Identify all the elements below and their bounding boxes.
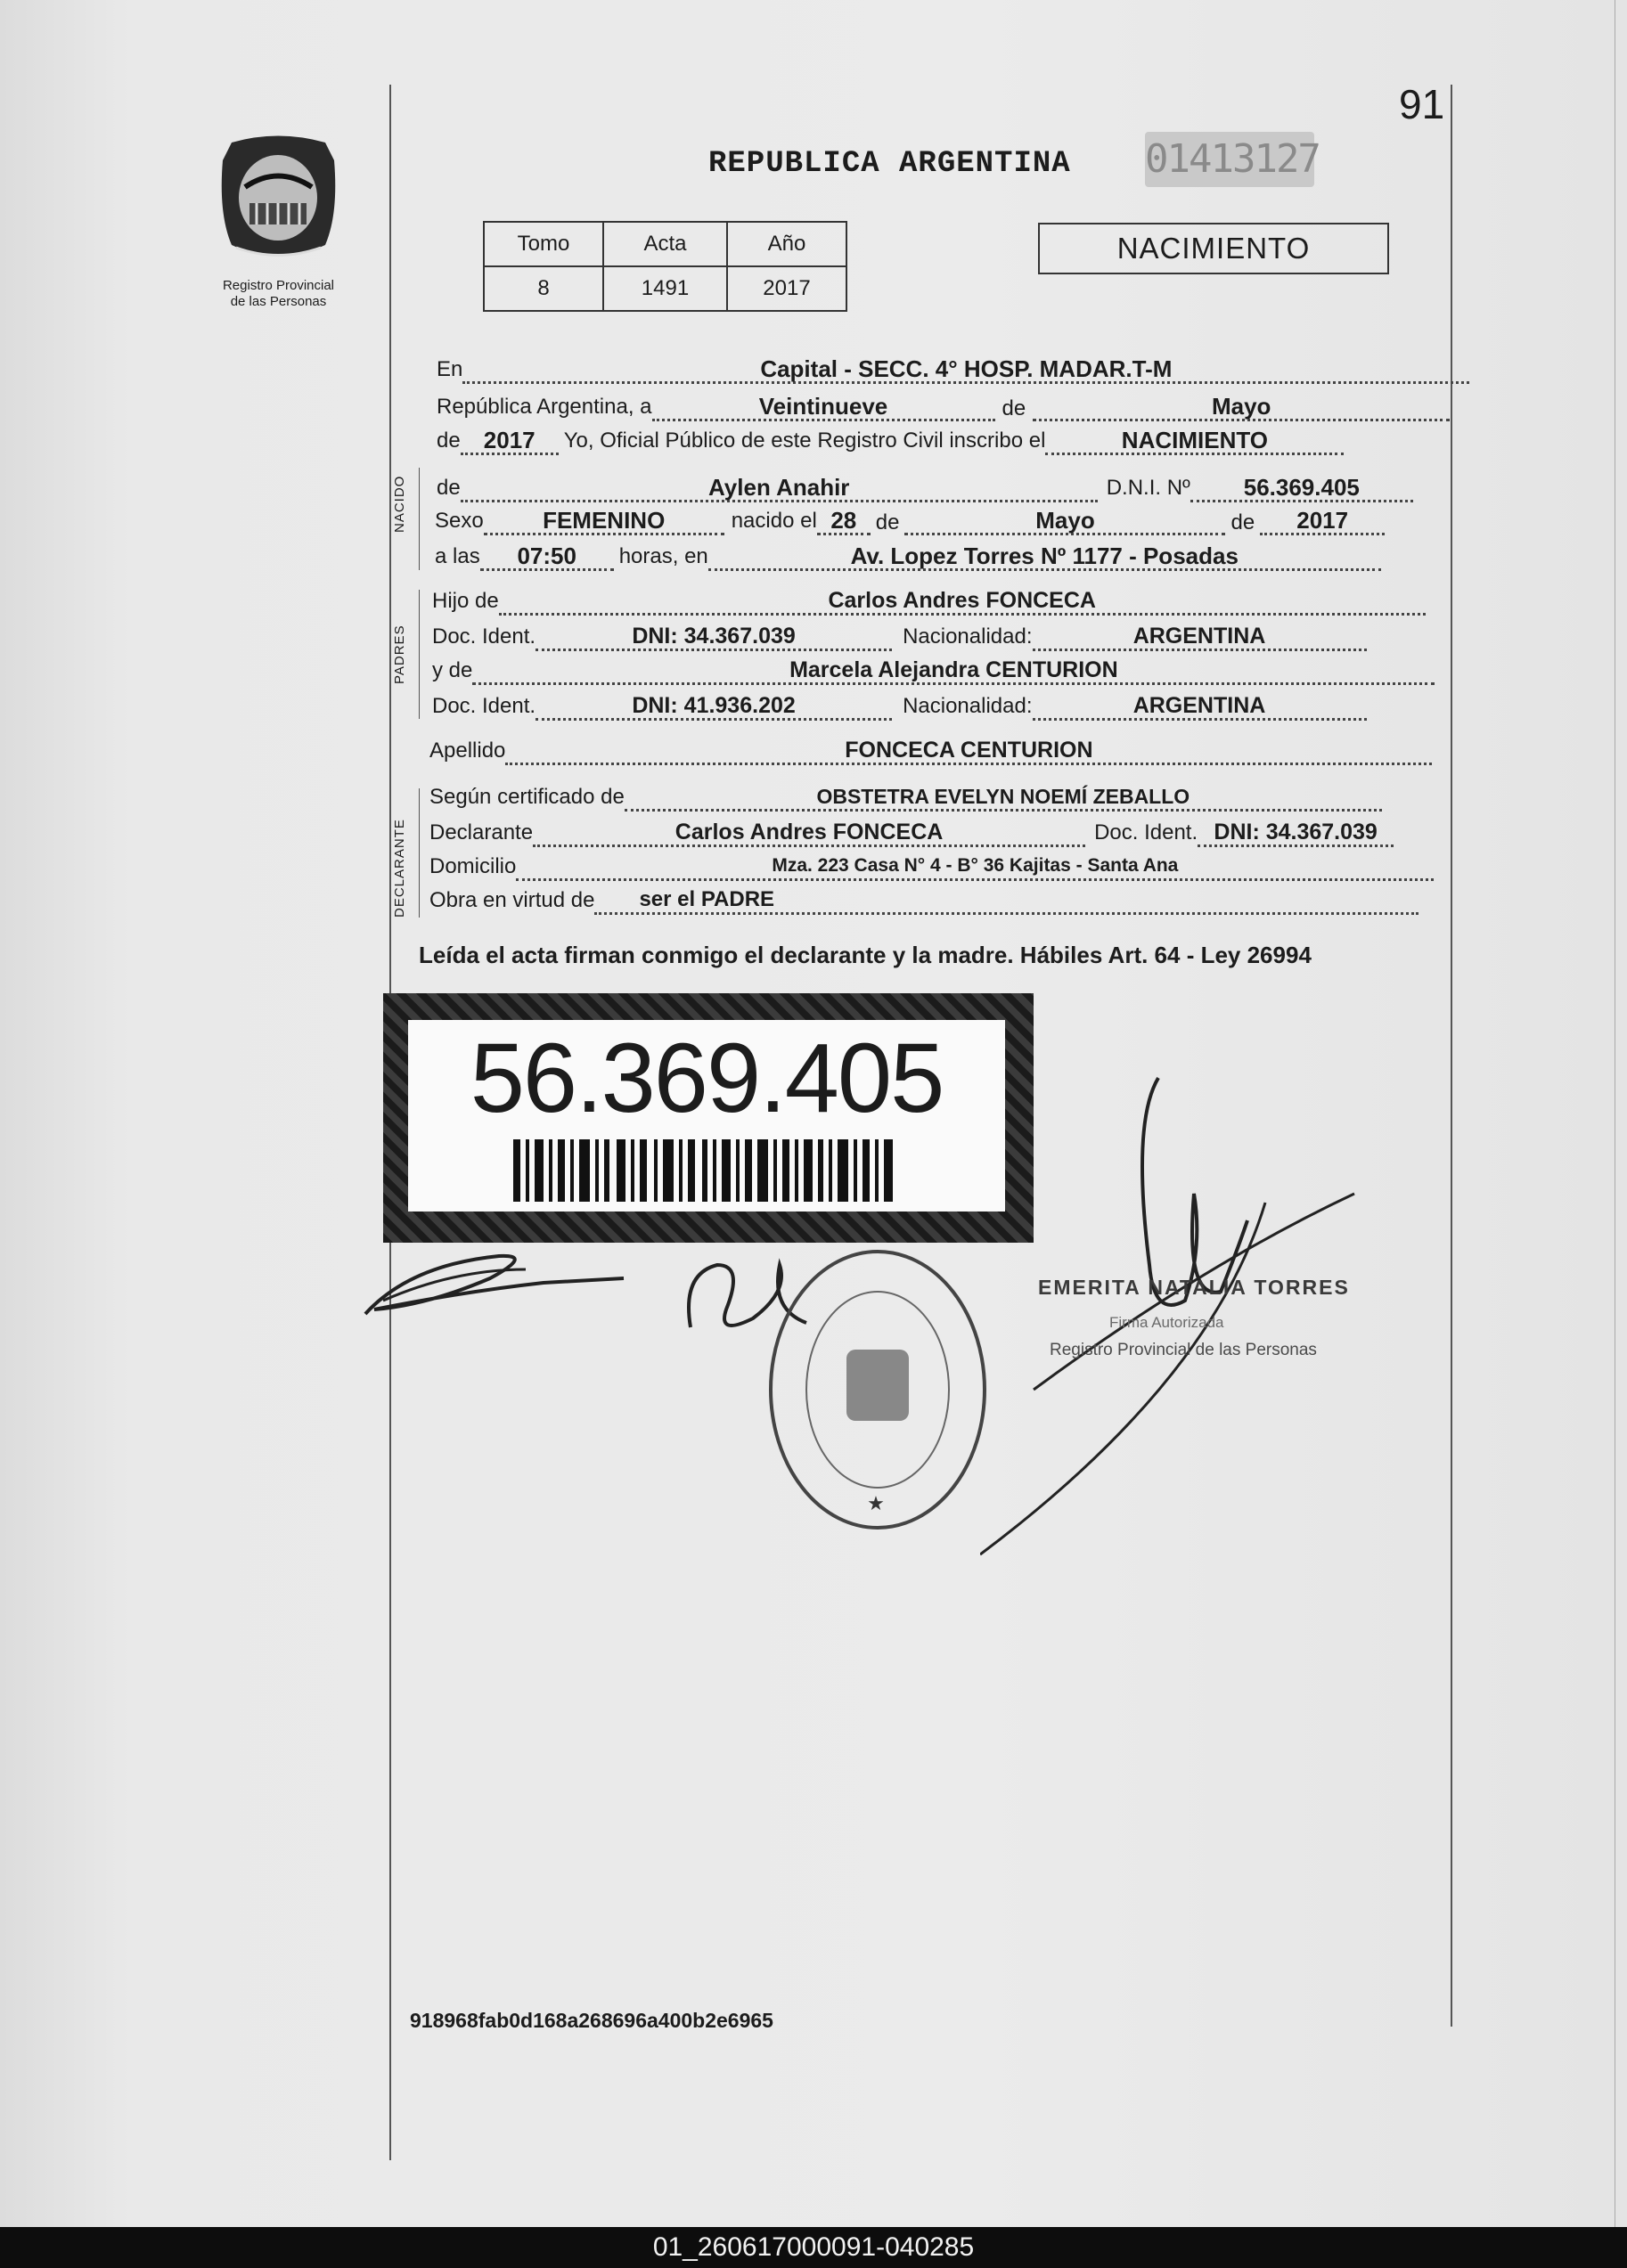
- apellido-value: FONCECA CENTURION: [505, 738, 1432, 765]
- official-office-stamp: Registro Provincial de las Personas: [1050, 1341, 1317, 1359]
- reference-table-header: [484, 222, 846, 266]
- sexo-label: Sexo: [435, 509, 484, 533]
- declarante-value: Carlos Andres FONCECA: [533, 820, 1085, 847]
- registro-caption-line2: de las Personas: [230, 294, 327, 309]
- republica-label: República Argentina, a: [437, 395, 652, 419]
- reference-table-row: [484, 266, 846, 311]
- madre-doc-value: DNI: 41.936.202: [536, 693, 892, 721]
- anio-value-text: 2017: [461, 428, 559, 455]
- reference-table: [483, 221, 847, 312]
- row-padre-doc: [432, 624, 1367, 651]
- hora-value: 07:50: [480, 543, 614, 571]
- certificado-label: Según certificado de: [429, 785, 625, 809]
- row-madre-doc: [432, 693, 1367, 721]
- horas-en-label: horas, en: [618, 544, 708, 568]
- folio-number: 91: [1399, 81, 1445, 127]
- padre-doc-value: DNI: 34.367.039: [536, 624, 892, 651]
- nac-dia-value: 28: [817, 508, 871, 535]
- row-domicilio: [429, 853, 1434, 881]
- barcode-graphic: [513, 1139, 896, 1202]
- de-label-2: de: [437, 428, 461, 453]
- nac-mes-value: Mayo: [904, 508, 1225, 535]
- dni-value: 56.369.405: [1190, 475, 1413, 502]
- declarante-doc-value: DNI: 34.367.039: [1198, 820, 1394, 847]
- a-las-label: a las: [435, 544, 480, 568]
- row-declarante: [429, 820, 1394, 847]
- inscribo-label: Yo, Oficial Público de este Registro Civil inscribo el: [563, 428, 1046, 453]
- de-label-nombre: de: [437, 476, 461, 500]
- anio-value: 2017: [727, 266, 846, 311]
- madre-nac-label: Nacionalidad:: [903, 694, 1033, 718]
- row-republica: [437, 394, 1450, 421]
- padre-value: Carlos Andres FONCECA: [499, 588, 1426, 616]
- col-tomo: Tomo: [484, 222, 603, 266]
- registro-caption: [196, 278, 361, 310]
- declarante-divider: [419, 788, 420, 918]
- nombre-value: Aylen Anahir: [461, 475, 1098, 502]
- tomo-value: 8: [484, 266, 603, 311]
- side-label-declarante: DECLARANTE: [392, 819, 407, 918]
- footer-id-bar: 01_260617000091-040285: [0, 2227, 1627, 2268]
- padres-divider: [419, 590, 420, 719]
- col-acta: Acta: [603, 222, 727, 266]
- dni-sticker: [383, 993, 1034, 1243]
- dni-label: D.N.I. Nº: [1106, 476, 1190, 500]
- obra-value: ser el PADRE: [594, 887, 1419, 915]
- side-label-padres: PADRES: [392, 624, 407, 684]
- sticker-label-area: [408, 1020, 1005, 1212]
- provincial-seal-emblem: [214, 134, 343, 267]
- acta-value: 1491: [603, 266, 727, 311]
- padre-nac-label: Nacionalidad:: [903, 624, 1033, 649]
- row-certificado: [429, 784, 1382, 812]
- domicilio-label: Domicilio: [429, 854, 517, 878]
- nac-anio-value: 2017: [1260, 508, 1385, 535]
- col-anio: Año: [727, 222, 846, 266]
- padre-nac-value: ARGENTINA: [1033, 624, 1367, 651]
- madre-nac-value: ARGENTINA: [1033, 693, 1367, 721]
- padre-doc-label: Doc. Ident.: [432, 624, 536, 649]
- certificado-value: OBSTETRA EVELYN NOEMÍ ZEBALLO: [625, 784, 1382, 812]
- sexo-value: FEMENINO: [484, 508, 724, 535]
- dia-value: Veintinueve: [652, 394, 995, 421]
- serial-number: 01413127: [1145, 132, 1314, 187]
- inscribo-value: NACIMIENTO: [1045, 428, 1344, 455]
- nac-de-label-2: de: [1230, 510, 1255, 534]
- svg-text:★: ★: [867, 1492, 885, 1514]
- row-nombre: [437, 475, 1413, 502]
- domicilio-value: Mza. 223 Casa N° 4 - B° 36 Kajitas - Santa Ana: [516, 853, 1434, 881]
- mes-value: Mayo: [1033, 394, 1450, 421]
- row-padre: [432, 588, 1426, 616]
- lugar-value: Av. Lopez Torres Nº 1177 - Posadas: [708, 543, 1381, 571]
- row-en: [437, 356, 1469, 384]
- round-seal: [762, 1243, 993, 1537]
- registro-caption-line1: Registro Provincial: [222, 278, 335, 293]
- nacido-divider: [419, 468, 420, 570]
- en-value: Capital - SECC. 4° HOSP. MADAR.T-M: [462, 356, 1469, 384]
- madre-value: Marcela Alejandra CENTURION: [472, 657, 1435, 685]
- document-title: REPUBLICA ARGENTINA: [708, 147, 1071, 181]
- closing-statement: Leída el acta firman conmigo el declarante y la madre. Hábiles Art. 64 - Ley 26994: [419, 942, 1312, 968]
- declarante-label: Declarante: [429, 820, 534, 844]
- nacido-el-label: nacido el: [731, 509, 817, 533]
- side-label-nacido: NACIDO: [392, 475, 407, 533]
- row-obra: [429, 887, 1419, 915]
- official-role-stamp: Firma Autorizada: [1109, 1314, 1224, 1331]
- row-lugar: [435, 543, 1381, 571]
- row-sexo: [435, 508, 1385, 535]
- declarante-signature: [356, 1229, 642, 1327]
- nac-de-label-1: de: [875, 510, 900, 534]
- de-label-1: de: [1002, 396, 1026, 420]
- row-inscribo: [437, 428, 1344, 455]
- declarante-doc-label: Doc. Ident.: [1094, 820, 1198, 844]
- hijo-de-label: Hijo de: [432, 589, 499, 613]
- y-de-label: y de: [432, 658, 473, 682]
- sticker-number: 56.369.405: [470, 1024, 944, 1133]
- row-madre: [432, 657, 1435, 685]
- document-hash: 918968fab0d168a268696a400b2e6965: [410, 2009, 773, 2032]
- en-label: En: [437, 357, 463, 381]
- official-name-stamp: EMERITA NATALIA TORRES: [1038, 1276, 1350, 1299]
- madre-doc-label: Doc. Ident.: [432, 694, 536, 718]
- row-apellido: [429, 738, 1432, 765]
- obra-label: Obra en virtud de: [429, 888, 595, 912]
- document-type-box: NACIMIENTO: [1038, 223, 1389, 274]
- apellido-label: Apellido: [429, 738, 506, 763]
